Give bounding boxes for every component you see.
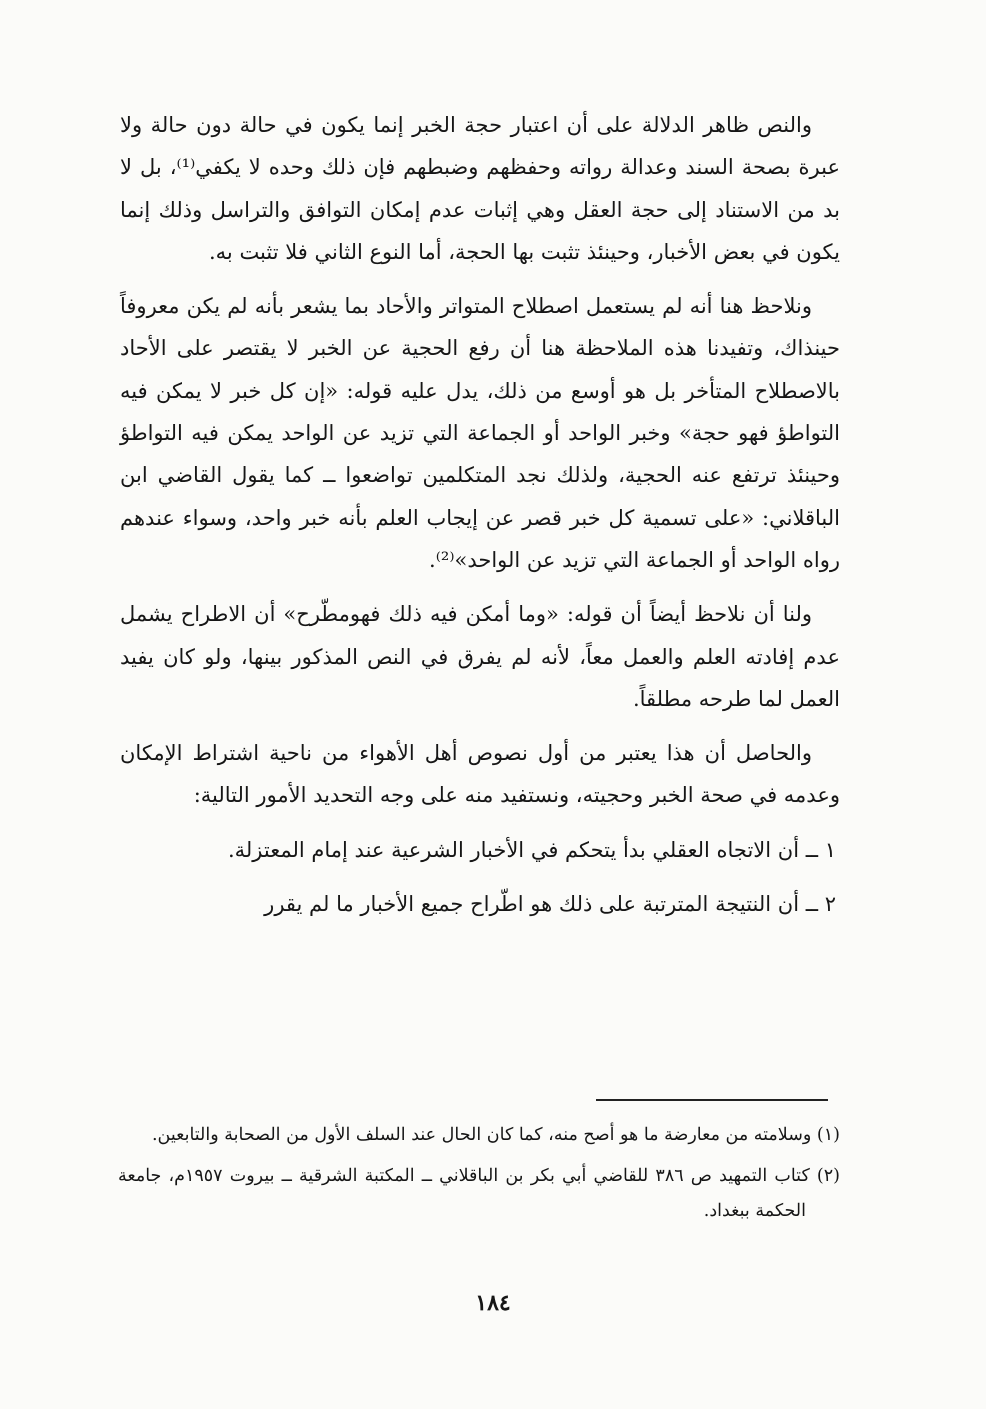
main-text (120, 104, 840, 937)
list-item-1: ١ ــ أن الاتجاه العقلي بدأ يتحكم في الأخبار الشرعية عند إمام المعتزلة. (227, 837, 836, 862)
list-item-2: ٢ ــ أن النتيجة المترتبة على ذلك هو اطّراح جميع الأخبار ما لم يقرر (264, 892, 836, 917)
footnotes (118, 1118, 840, 1235)
paragraph-3: ولنا أن نلاحظ أيضاً أن قوله: «وما أمكن فيه ذلك فهومطّرح» أن الاطراح يشمل عدم إفادته العلم والعمل معاً، لأنه لم يفرق في النص المذكور بينها، ولو كان يفيد العمل لما طرحه مطلقاً. (120, 602, 840, 711)
footnote-1: (١) وسلامته من معارضة ما هو أصح منه، كما كان الحال عند السلف الأول من الصحابة والتابعين. (151, 1125, 840, 1145)
paragraph-1: والنص ظاهر الدلالة على أن اعتبار حجة الخبر إنما يكون في حالة دون حالة ولا عبرة بصحة السند وعدالة رواته وحفظهم وضبطهم فإن ذلك وحده لا يكفي⁽¹⁾، بل لا بد من الاستناد إلى حجة العقل وهي إثبات عدم إمكان التوافق والتراسل وذلك إنما يكون في بعض الأخبار، وحينئذ تثبت بها الحجة، أما النوع الثاني فلا تثبت به. (120, 113, 841, 264)
paragraph-2: ونلاحظ هنا أنه لم يستعمل اصطلاح المتواتر والأحاد بما يشعر بأنه لم يكن معروفاً حينذاك، وتفيدنا هذه الملاحظة هنا أن رفع الحجية عن الخبر لا يقتصر على الأحاد بالاصطلاح المتأخر بل هو أوسع من ذلك، يدل عليه قوله: «إن كل خبر لا يمكن فيه التواطؤ فهو حجة» وخبر الواحد أو الجماعة التي تزيد عن الواحد يمكن فيه التواطؤ وحينئذ ترتفع عنه الحجية، ولذلك نجد المتكلمين تواضعوا ــ كما يقول القاضي ابن الباقلاني: «على تسمية كل خبر قصر عن إيجاب العلم بأنه خبر واحد، وسواء عندهم رواه الواحد أو الجماعة التي تزيد عن الواحد»⁽²⁾. (120, 294, 840, 572)
footnote-divider (596, 1099, 828, 1101)
page-number: ١٨٤ (475, 1290, 511, 1316)
footnote-2: (٢) كتاب التمهيد ص ٣٨٦ للقاضي أبي بكر بن الباقلاني ــ المكتبة الشرقية ــ بيروت ١٩٥٧م، جامعة الحكمة ببغداد. (118, 1166, 840, 1221)
paragraph-4: والحاصل أن هذا يعتبر من أول نصوص أهل الأهواء من ناحية اشتراط الإمكان وعدمه في صحة الخبر وحجيته، ونستفيد منه على وجه التحديد الأمور التالية: (120, 741, 840, 808)
